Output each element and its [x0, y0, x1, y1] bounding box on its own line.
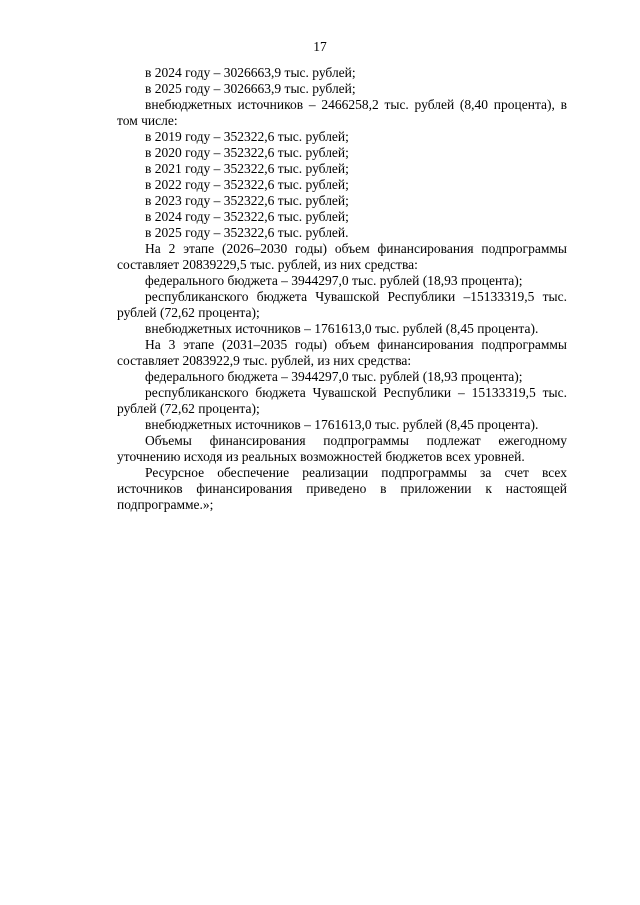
paragraph-extrabudget-2024: в 2024 году – 352322,6 тыс. рублей;	[145, 209, 349, 224]
paragraph-extrabudget-2023: в 2023 году – 352322,6 тыс. рублей;	[145, 193, 349, 208]
document-body	[117, 65, 567, 513]
paragraph-extrabudget-2025: в 2025 году – 352322,6 тыс. рублей.	[145, 225, 349, 240]
paragraph-extrabudget-2021: в 2021 году – 352322,6 тыс. рублей;	[145, 161, 349, 176]
paragraph-extrabudget-stage1: внебюджетных источников – 2466258,2 тыс. рублей (8,40 процента), в том числе:	[117, 97, 567, 128]
paragraph-annual-adjustment: Объемы финансирования подпрограммы подлежат ежегодному уточнению исходя из реальных возможностей бюджетов всех уровней.	[117, 433, 567, 464]
paragraph-2025-total: в 2025 году – 3026663,9 тыс. рублей;	[145, 81, 356, 96]
paragraph-stage3-federal: федерального бюджета – 3944297,0 тыс. рублей (18,93 процента);	[145, 369, 523, 384]
paragraph-stage2-total: На 2 этапе (2026–2030 годы) объем финансирования подпрограммы составляет 20839229,5 тыс. рублей, из них средства:	[117, 241, 567, 272]
paragraph-2024-total: в 2024 году – 3026663,9 тыс. рублей;	[145, 65, 356, 80]
paragraph-stage3-total: На 3 этапе (2031–2035 годы) объем финансирования подпрограммы составляет 2083922,9 тыс. рублей, из них средства:	[117, 337, 567, 368]
paragraph-stage2-republican: республиканского бюджета Чувашской Республики –15133319,5 тыс. рублей (72,62 процента);	[117, 289, 567, 320]
paragraph-stage2-federal: федерального бюджета – 3944297,0 тыс. рублей (18,93 процента);	[145, 273, 523, 288]
paragraph-stage3-extrabudget: внебюджетных источников – 1761613,0 тыс. рублей (8,45 процента).	[145, 417, 539, 432]
paragraph-extrabudget-2022: в 2022 году – 352322,6 тыс. рублей;	[145, 177, 349, 192]
paragraph-extrabudget-2020: в 2020 году – 352322,6 тыс. рублей;	[145, 145, 349, 160]
page-number: 17	[313, 39, 327, 54]
paragraph-stage2-extrabudget: внебюджетных источников – 1761613,0 тыс. рублей (8,45 процента).	[145, 321, 539, 336]
paragraph-extrabudget-2019: в 2019 году – 352322,6 тыс. рублей;	[145, 129, 349, 144]
paragraph-resource-provision: Ресурсное обеспечение реализации подпрограммы за счет всех источников финансирования приведено в приложении к настоящей подпрограмме.»;	[117, 465, 567, 512]
paragraph-stage3-republican: республиканского бюджета Чувашской Республики – 15133319,5 тыс. рублей (72,62 процента);	[117, 385, 567, 416]
